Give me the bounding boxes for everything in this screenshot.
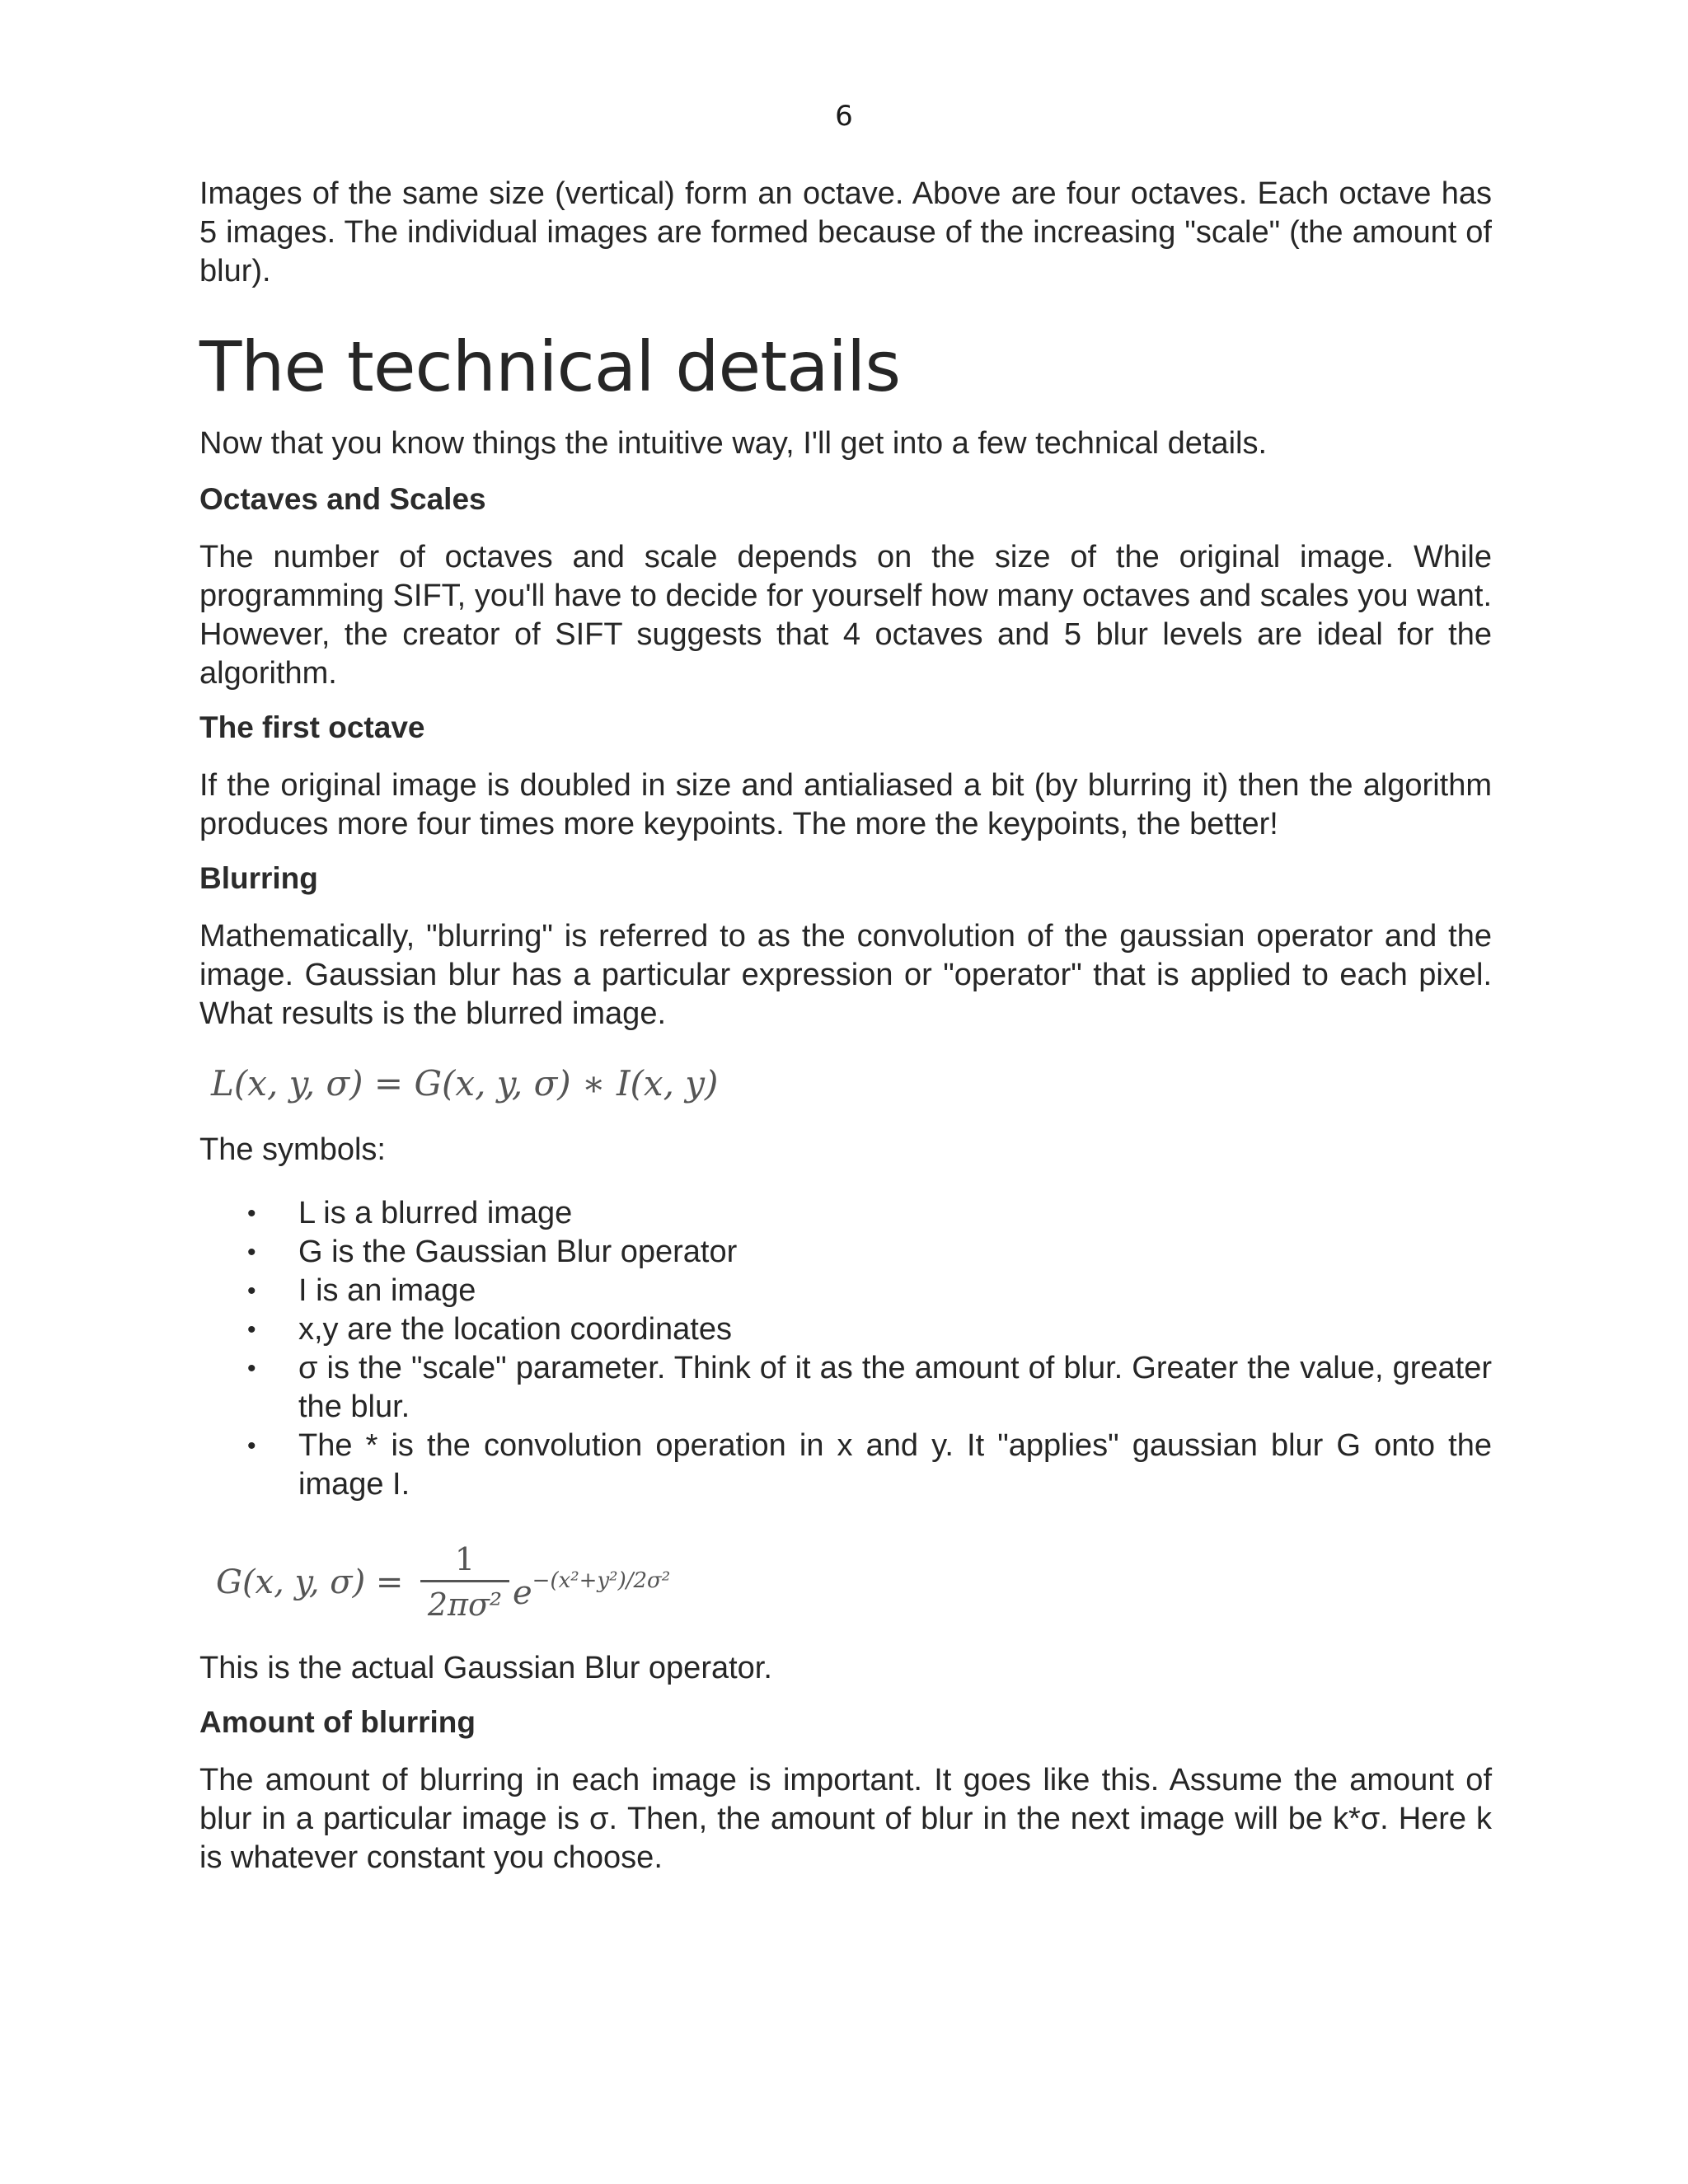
blurring-paragraph: Mathematically, "blurring" is referred to as the convolution of the gaussian operator and the image. Gaussian blur has a particular expression or "operator" that is applied to each pixel. What results is the blurred image. <box>199 919 1492 1031</box>
first-octave-paragraph: If the original image is doubled in size and antialiased a bit (by blurring it) then the algorithm produces more four times more keypoints. The more the keypoints, the better! <box>199 768 1492 841</box>
gaussian-formula-fraction <box>420 1540 509 1624</box>
convolution-formula <box>211 1055 1492 1113</box>
section-heading: The technical details <box>199 326 901 407</box>
list-item <box>199 1427 1492 1504</box>
list-item <box>199 1310 1492 1349</box>
list-item <box>199 1233 1492 1272</box>
fraction-bar <box>420 1580 509 1582</box>
list-item <box>199 1272 1492 1310</box>
list-item-text: The * is the convolution operation in x and y. It "applies" gaussian blur G onto the image I. <box>298 1428 1492 1502</box>
list-item <box>199 1349 1492 1427</box>
bullet-icon: • <box>247 1355 256 1382</box>
gaussian-formula <box>216 1540 1492 1631</box>
list-item-text: L is a blurred image <box>298 1196 573 1230</box>
bullet-icon: • <box>247 1239 256 1266</box>
gaussian-formula-base: e <box>513 1574 532 1612</box>
gaussian-formula-exponent: −(x²+y²)/2σ² <box>532 1568 671 1593</box>
list-item <box>199 1194 1492 1233</box>
gaussian-formula-numerator: 1 <box>454 1541 476 1577</box>
amount-paragraph: The amount of blurring in each image is important. It goes like this. Assume the amount of blur in a particular image is σ. Then, the amount of blur in the next image will be k*σ. Here k is whatever constant you choose. <box>199 1763 1492 1875</box>
intro-paragraph: Images of the same size (vertical) form an octave. Above are four octaves. Each octave has 5 images. The individual images are formed because of the increasing "scale" (the amount of blur). <box>199 176 1492 288</box>
gaussian-formula-exponential <box>513 1568 670 1612</box>
list-item-text: G is the Gaussian Blur operator <box>298 1235 738 1269</box>
gaussian-caption: This is the actual Gaussian Blur operator. <box>199 1651 772 1685</box>
gaussian-formula-denominator: 2πσ² <box>427 1586 503 1623</box>
subheading-amount-of-blurring: Amount of blurring <box>199 1705 476 1739</box>
gaussian-formula-lhs: G(x, y, σ) = <box>216 1563 404 1601</box>
page-content <box>199 175 1492 1877</box>
lead-paragraph: Now that you know things the intuitive way, I'll get into a few technical details. <box>199 426 1268 461</box>
bullet-icon: • <box>247 1432 256 1460</box>
octaves-paragraph: The number of octaves and scale depends on the size of the original image. While programming SIFT, you'll have to decide for yourself how many octaves and scales you want. However, the creator of SIFT suggests that 4 octaves and 5 blur levels are ideal for the algorithm. <box>199 540 1492 691</box>
subheading-octaves-and-scales: Octaves and Scales <box>199 482 486 516</box>
subheading-blurring: Blurring <box>199 861 318 895</box>
list-item-text: I is an image <box>298 1273 476 1308</box>
symbols-label: The symbols: <box>199 1132 386 1167</box>
bullet-icon: • <box>247 1200 256 1227</box>
bullet-icon: • <box>247 1277 256 1305</box>
list-item-text: σ is the "scale" parameter. Think of it as the amount of blur. Greater the value, greater the blur. <box>298 1351 1492 1424</box>
list-item-text: x,y are the location coordinates <box>298 1312 732 1347</box>
symbols-list <box>199 1194 1492 1504</box>
page-number: 6 <box>835 100 853 133</box>
convolution-formula-text: L(x, y, σ) = G(x, y, σ) ∗ I(x, y) <box>211 1063 719 1104</box>
subheading-first-octave: The first octave <box>199 710 425 744</box>
bullet-icon: • <box>247 1316 256 1343</box>
